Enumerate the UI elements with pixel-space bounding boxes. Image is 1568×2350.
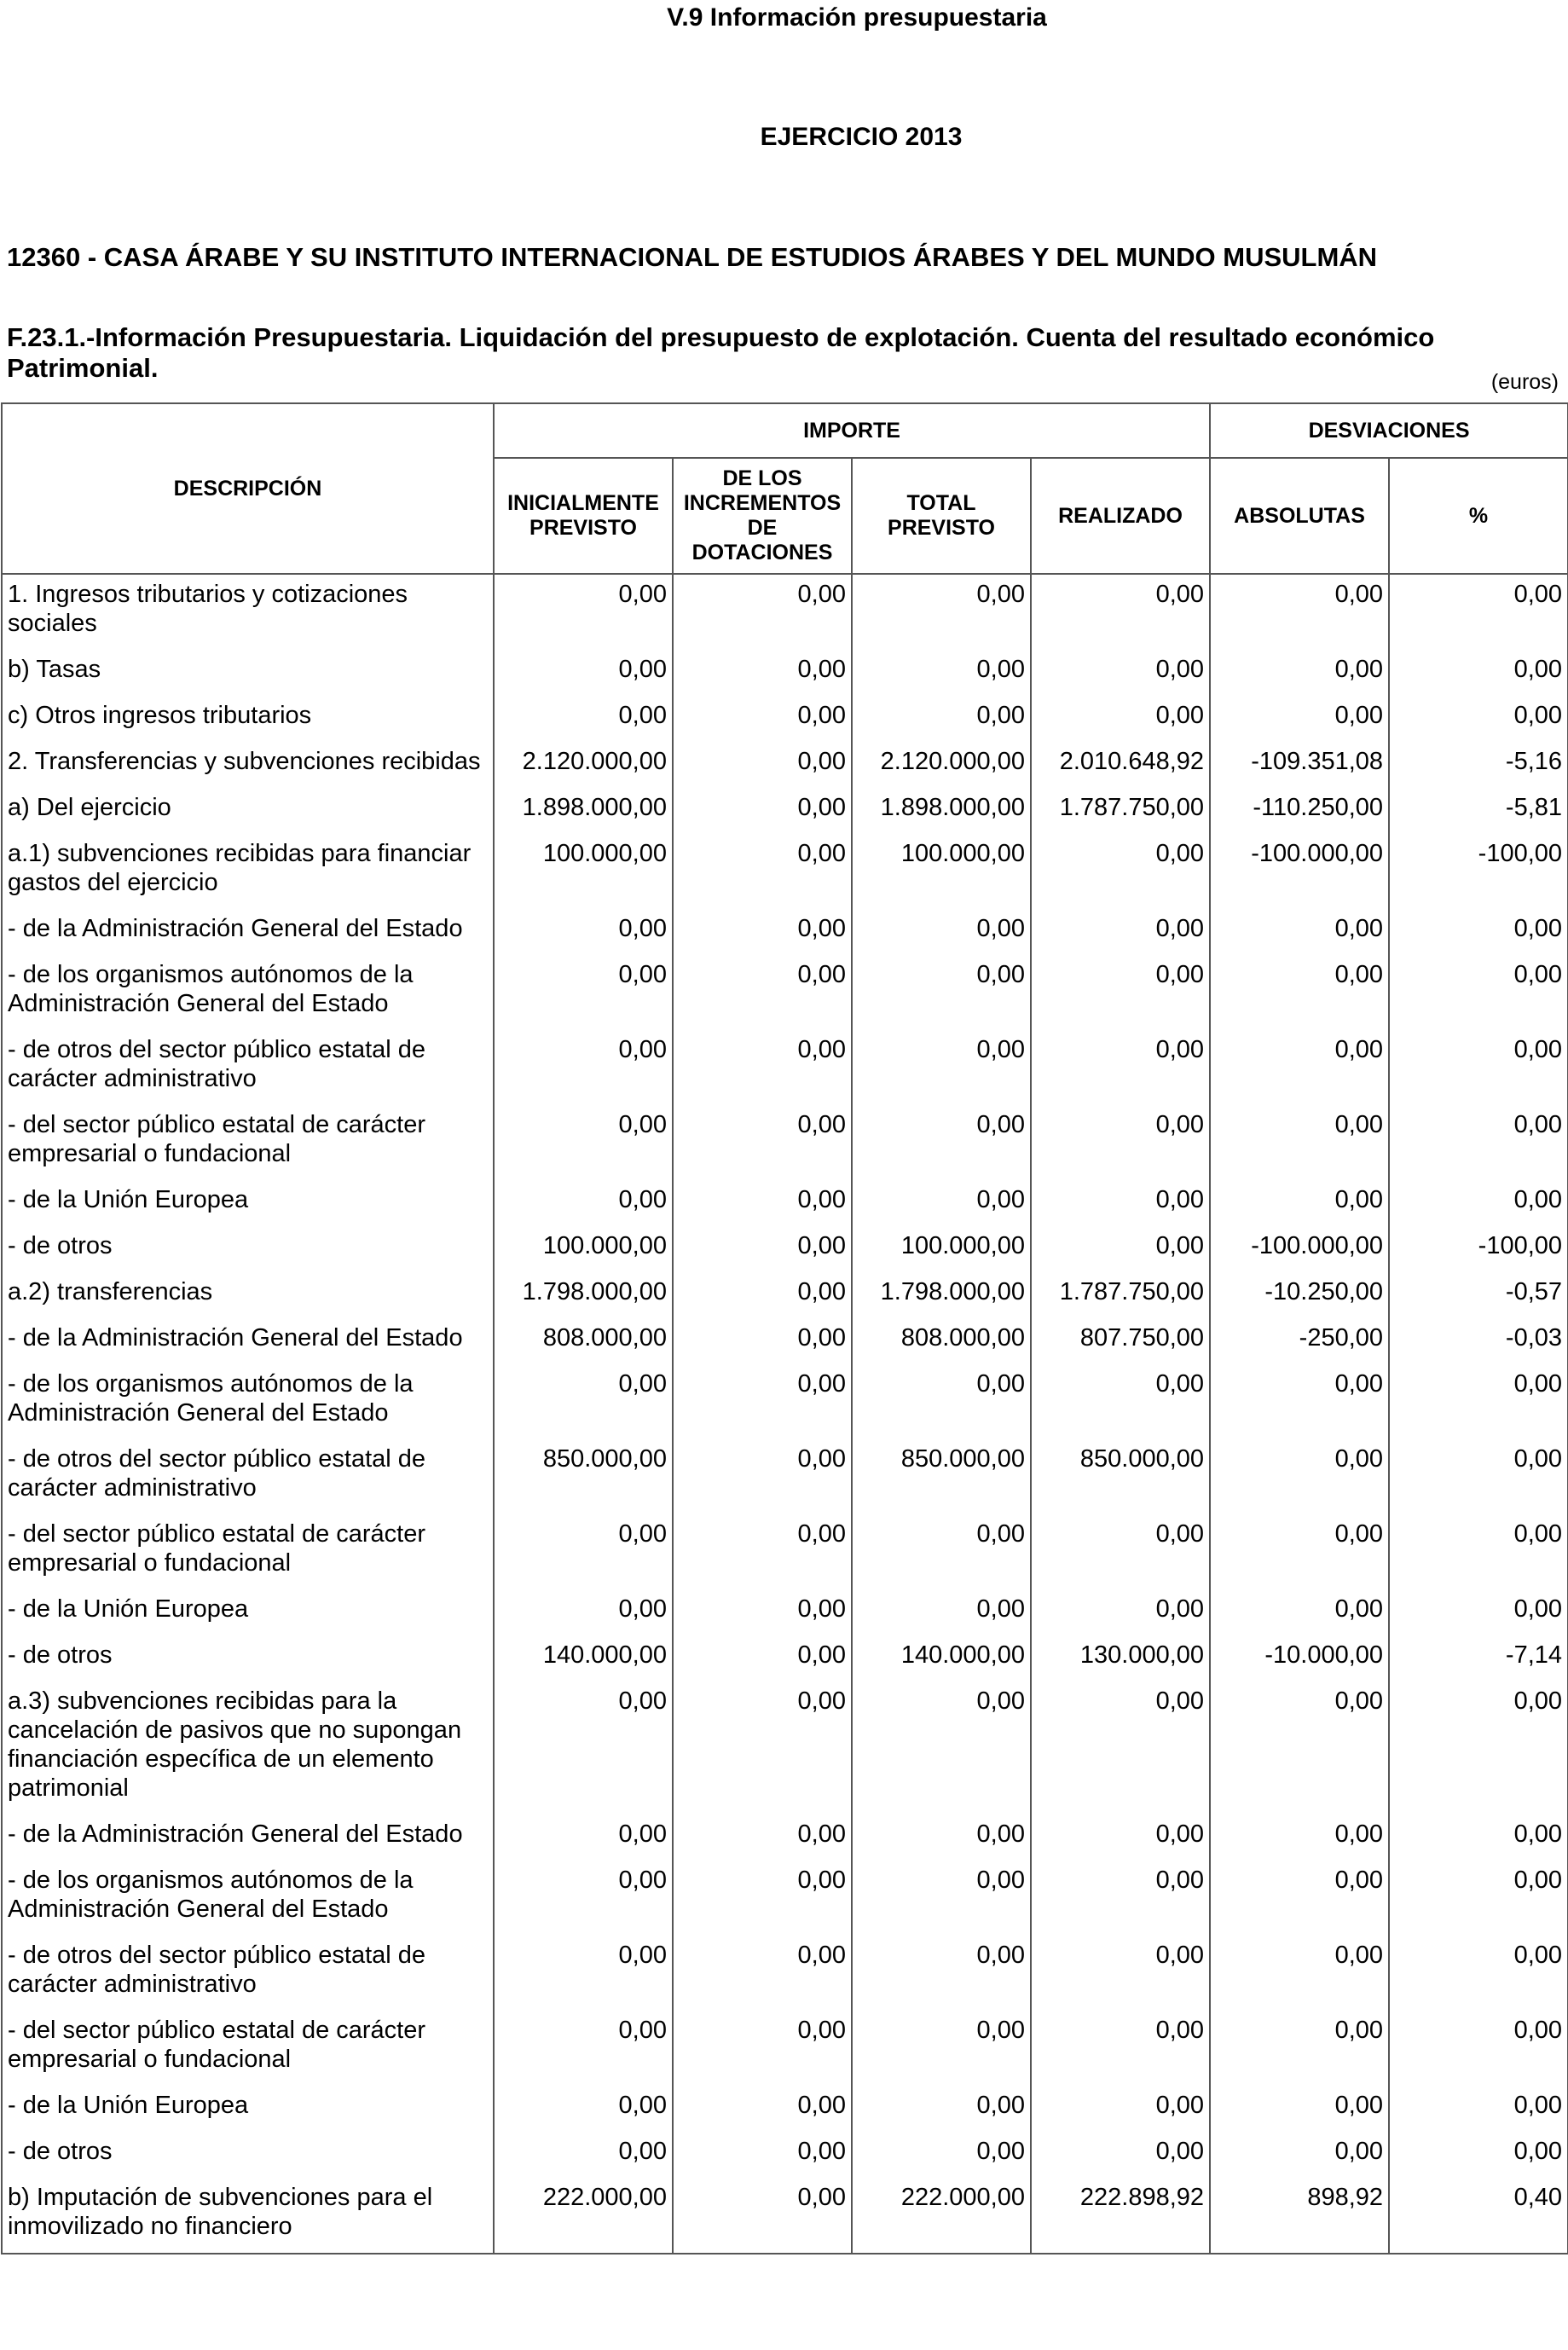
- cell-incrementos-dotaciones: 0,00: [673, 1364, 852, 1439]
- cell-inicialmente-previsto: 0,00: [494, 1936, 673, 2011]
- cell-realizado: 850.000,00: [1031, 1439, 1210, 1514]
- cell-total-previsto: 0,00: [852, 1030, 1031, 1105]
- cell-realizado: 0,00: [1031, 1105, 1210, 1180]
- cell-absolutas: 0,00: [1210, 1514, 1389, 1589]
- cell-percent: 0,40: [1389, 2178, 1568, 2254]
- cell-absolutas: -110.250,00: [1210, 788, 1389, 834]
- cell-percent: 0,00: [1389, 650, 1568, 696]
- cell-total-previsto: 0,00: [852, 650, 1031, 696]
- cell-inicialmente-previsto: 0,00: [494, 1681, 673, 1815]
- cell-realizado: 0,00: [1031, 1589, 1210, 1635]
- cell-realizado: 0,00: [1031, 650, 1210, 696]
- cell-inicialmente-previsto: 0,00: [494, 1815, 673, 1861]
- cell-incrementos-dotaciones: 0,00: [673, 788, 852, 834]
- header-absolutas: ABSOLUTAS: [1210, 458, 1389, 574]
- cell-absolutas: 0,00: [1210, 1589, 1389, 1635]
- cell-incrementos-dotaciones: 0,00: [673, 1861, 852, 1936]
- table-row: [2, 574, 1568, 650]
- table-body: [2, 574, 1568, 2254]
- table-row: [2, 1635, 1568, 1681]
- cell-inicialmente-previsto: 0,00: [494, 2011, 673, 2086]
- cell-percent: 0,00: [1389, 2011, 1568, 2086]
- table-row: [2, 1272, 1568, 1318]
- row-description: - de otros: [2, 2132, 494, 2178]
- cell-total-previsto: 0,00: [852, 1936, 1031, 2011]
- row-description: 1. Ingresos tributarios y cotizaciones sociales: [2, 574, 494, 650]
- table-row: [2, 1514, 1568, 1589]
- row-description: - de los organismos autónomos de la Administración General del Estado: [2, 1364, 494, 1439]
- table-row: [2, 1815, 1568, 1861]
- cell-realizado: 0,00: [1031, 1030, 1210, 1105]
- cell-absolutas: 0,00: [1210, 2086, 1389, 2132]
- cell-incrementos-dotaciones: 0,00: [673, 1105, 852, 1180]
- cell-incrementos-dotaciones: 0,00: [673, 955, 852, 1030]
- cell-percent: 0,00: [1389, 2132, 1568, 2178]
- header-realizado: REALIZADO: [1031, 458, 1210, 574]
- cell-realizado: 130.000,00: [1031, 1635, 1210, 1681]
- cell-realizado: 0,00: [1031, 834, 1210, 909]
- row-description: - de la Unión Europea: [2, 1180, 494, 1226]
- cell-inicialmente-previsto: 0,00: [494, 1861, 673, 1936]
- table-row: [2, 1681, 1568, 1815]
- cell-total-previsto: 0,00: [852, 1105, 1031, 1180]
- cell-incrementos-dotaciones: 0,00: [673, 1589, 852, 1635]
- cell-incrementos-dotaciones: 0,00: [673, 1272, 852, 1318]
- table-row: [2, 788, 1568, 834]
- report-title: F.23.1.-Información Presupuestaria. Liquidación del presupuesto de explotación. Cuenta del resultado económico Patrimonial.: [7, 322, 1435, 383]
- cell-percent: 0,00: [1389, 1936, 1568, 2011]
- cell-total-previsto: 0,00: [852, 1861, 1031, 1936]
- cell-total-previsto: 0,00: [852, 1589, 1031, 1635]
- row-description: - de otros del sector público estatal de carácter administrativo: [2, 1439, 494, 1514]
- cell-realizado: 0,00: [1031, 955, 1210, 1030]
- cell-realizado: 0,00: [1031, 1364, 1210, 1439]
- cell-percent: 0,00: [1389, 574, 1568, 650]
- cell-absolutas: 0,00: [1210, 1439, 1389, 1514]
- cell-absolutas: -109.351,08: [1210, 742, 1389, 788]
- row-description: - de la Administración General del Estado: [2, 909, 494, 955]
- cell-incrementos-dotaciones: 0,00: [673, 1681, 852, 1815]
- cell-inicialmente-previsto: 0,00: [494, 696, 673, 742]
- cell-inicialmente-previsto: 0,00: [494, 1105, 673, 1180]
- cell-percent: -100,00: [1389, 834, 1568, 909]
- cell-percent: -5,81: [1389, 788, 1568, 834]
- row-description: - de otros: [2, 1635, 494, 1681]
- cell-realizado: 0,00: [1031, 1180, 1210, 1226]
- currency-unit: (euros): [1490, 370, 1559, 394]
- cell-incrementos-dotaciones: 0,00: [673, 1226, 852, 1272]
- cell-percent: -0,03: [1389, 1318, 1568, 1364]
- cell-realizado: 0,00: [1031, 1681, 1210, 1815]
- cell-inicialmente-previsto: 100.000,00: [494, 834, 673, 909]
- cell-percent: 0,00: [1389, 1815, 1568, 1861]
- row-description: 2. Transferencias y subvenciones recibidas: [2, 742, 494, 788]
- cell-percent: 0,00: [1389, 1364, 1568, 1439]
- cell-total-previsto: 0,00: [852, 1815, 1031, 1861]
- cell-percent: 0,00: [1389, 1439, 1568, 1514]
- cell-total-previsto: 0,00: [852, 574, 1031, 650]
- cell-absolutas: -100.000,00: [1210, 1226, 1389, 1272]
- cell-absolutas: -10.250,00: [1210, 1272, 1389, 1318]
- cell-absolutas: 0,00: [1210, 909, 1389, 955]
- cell-inicialmente-previsto: 0,00: [494, 1030, 673, 1105]
- cell-incrementos-dotaciones: 0,00: [673, 574, 852, 650]
- table-row: [2, 834, 1568, 909]
- cell-percent: -7,14: [1389, 1635, 1568, 1681]
- cell-inicialmente-previsto: 0,00: [494, 2086, 673, 2132]
- cell-percent: -5,16: [1389, 742, 1568, 788]
- row-description: - de la Unión Europea: [2, 2086, 494, 2132]
- cell-incrementos-dotaciones: 0,00: [673, 2011, 852, 2086]
- cell-inicialmente-previsto: 850.000,00: [494, 1439, 673, 1514]
- header-incrementos-dotaciones: DE LOS INCREMENTOS DE DOTACIONES: [673, 458, 852, 574]
- exercise-year: EJERCICIO 2013: [760, 123, 963, 151]
- row-description: - de los organismos autónomos de la Administración General del Estado: [2, 955, 494, 1030]
- cell-percent: 0,00: [1389, 1681, 1568, 1815]
- cell-inicialmente-previsto: 222.000,00: [494, 2178, 673, 2254]
- cell-inicialmente-previsto: 0,00: [494, 650, 673, 696]
- cell-total-previsto: 2.120.000,00: [852, 742, 1031, 788]
- cell-percent: -100,00: [1389, 1226, 1568, 1272]
- cell-inicialmente-previsto: 0,00: [494, 909, 673, 955]
- cell-absolutas: 0,00: [1210, 1180, 1389, 1226]
- cell-realizado: 0,00: [1031, 2132, 1210, 2178]
- cell-incrementos-dotaciones: 0,00: [673, 2178, 852, 2254]
- table-row: [2, 1030, 1568, 1105]
- cell-inicialmente-previsto: 1.898.000,00: [494, 788, 673, 834]
- cell-percent: -0,57: [1389, 1272, 1568, 1318]
- cell-incrementos-dotaciones: 0,00: [673, 696, 852, 742]
- cell-total-previsto: 0,00: [852, 2132, 1031, 2178]
- row-description: - de la Unión Europea: [2, 1589, 494, 1635]
- cell-inicialmente-previsto: 0,00: [494, 1589, 673, 1635]
- cell-total-previsto: 0,00: [852, 909, 1031, 955]
- cell-incrementos-dotaciones: 0,00: [673, 742, 852, 788]
- row-description: a.1) subvenciones recibidas para financiar gastos del ejercicio: [2, 834, 494, 909]
- cell-total-previsto: 0,00: [852, 1514, 1031, 1589]
- cell-realizado: 0,00: [1031, 2011, 1210, 2086]
- cell-absolutas: 0,00: [1210, 1364, 1389, 1439]
- row-description: b) Imputación de subvenciones para el inmovilizado no financiero: [2, 2178, 494, 2254]
- cell-inicialmente-previsto: 0,00: [494, 1180, 673, 1226]
- cell-total-previsto: 0,00: [852, 1180, 1031, 1226]
- cell-percent: 0,00: [1389, 1861, 1568, 1936]
- cell-percent: 0,00: [1389, 1105, 1568, 1180]
- cell-inicialmente-previsto: 0,00: [494, 1364, 673, 1439]
- row-description: b) Tasas: [2, 650, 494, 696]
- cell-absolutas: 898,92: [1210, 2178, 1389, 2254]
- row-description: - de otros: [2, 1226, 494, 1272]
- header-inicialmente-previsto: INICIALMENTE PREVISTO: [494, 458, 673, 574]
- cell-absolutas: 0,00: [1210, 2011, 1389, 2086]
- cell-realizado: 222.898,92: [1031, 2178, 1210, 2254]
- table-row: [2, 1105, 1568, 1180]
- cell-incrementos-dotaciones: 0,00: [673, 834, 852, 909]
- cell-total-previsto: 0,00: [852, 1364, 1031, 1439]
- row-description: - de los organismos autónomos de la Administración General del Estado: [2, 1861, 494, 1936]
- table-row: [2, 2011, 1568, 2086]
- cell-percent: 0,00: [1389, 1030, 1568, 1105]
- cell-incrementos-dotaciones: 0,00: [673, 1439, 852, 1514]
- cell-inicialmente-previsto: 0,00: [494, 1514, 673, 1589]
- cell-inicialmente-previsto: 0,00: [494, 955, 673, 1030]
- cell-inicialmente-previsto: 1.798.000,00: [494, 1272, 673, 1318]
- cell-incrementos-dotaciones: 0,00: [673, 1030, 852, 1105]
- row-description: - de otros del sector público estatal de carácter administrativo: [2, 1936, 494, 2011]
- cell-absolutas: 0,00: [1210, 650, 1389, 696]
- cell-absolutas: 0,00: [1210, 2132, 1389, 2178]
- cell-percent: 0,00: [1389, 955, 1568, 1030]
- cell-inicialmente-previsto: 2.120.000,00: [494, 742, 673, 788]
- header-desviaciones: DESVIACIONES: [1210, 403, 1568, 458]
- table-row: [2, 696, 1568, 742]
- cell-absolutas: 0,00: [1210, 1105, 1389, 1180]
- row-description: c) Otros ingresos tributarios: [2, 696, 494, 742]
- cell-total-previsto: 1.898.000,00: [852, 788, 1031, 834]
- cell-total-previsto: 100.000,00: [852, 834, 1031, 909]
- cell-incrementos-dotaciones: 0,00: [673, 909, 852, 955]
- row-description: - del sector público estatal de carácter empresarial o fundacional: [2, 1105, 494, 1180]
- cell-incrementos-dotaciones: 0,00: [673, 1318, 852, 1364]
- row-description: a) Del ejercicio: [2, 788, 494, 834]
- header-description: DESCRIPCIÓN: [2, 403, 494, 574]
- table-row: [2, 742, 1568, 788]
- cell-total-previsto: 0,00: [852, 2086, 1031, 2132]
- cell-incrementos-dotaciones: 0,00: [673, 650, 852, 696]
- cell-absolutas: -10.000,00: [1210, 1635, 1389, 1681]
- header-percent: %: [1389, 458, 1568, 574]
- cell-realizado: 0,00: [1031, 696, 1210, 742]
- cell-absolutas: -100.000,00: [1210, 834, 1389, 909]
- cell-absolutas: -250,00: [1210, 1318, 1389, 1364]
- cell-percent: 0,00: [1389, 1514, 1568, 1589]
- row-description: a.3) subvenciones recibidas para la cancelación de pasivos que no supongan financiación específica de un elemento patrimonial: [2, 1681, 494, 1815]
- cell-incrementos-dotaciones: 0,00: [673, 1514, 852, 1589]
- table-row: [2, 1439, 1568, 1514]
- cell-realizado: 0,00: [1031, 1861, 1210, 1936]
- cell-incrementos-dotaciones: 0,00: [673, 1180, 852, 1226]
- cell-total-previsto: 0,00: [852, 696, 1031, 742]
- cell-total-previsto: 808.000,00: [852, 1318, 1031, 1364]
- cell-total-previsto: 0,00: [852, 955, 1031, 1030]
- cell-percent: 0,00: [1389, 696, 1568, 742]
- cell-inicialmente-previsto: 0,00: [494, 574, 673, 650]
- table-row: [2, 1318, 1568, 1364]
- cell-percent: 0,00: [1389, 2086, 1568, 2132]
- table-row: [2, 1589, 1568, 1635]
- table-row: [2, 2132, 1568, 2178]
- section-title: V.9 Información presupuestaria: [667, 3, 1047, 32]
- table-row: [2, 2178, 1568, 2254]
- row-description: - de la Administración General del Estado: [2, 1318, 494, 1364]
- table-row: [2, 2086, 1568, 2132]
- cell-absolutas: 0,00: [1210, 1815, 1389, 1861]
- cell-absolutas: 0,00: [1210, 955, 1389, 1030]
- table-row: [2, 1226, 1568, 1272]
- cell-total-previsto: 140.000,00: [852, 1635, 1031, 1681]
- budget-table: [1, 402, 1568, 2254]
- cell-realizado: 0,00: [1031, 1226, 1210, 1272]
- cell-total-previsto: 222.000,00: [852, 2178, 1031, 2254]
- cell-percent: 0,00: [1389, 1180, 1568, 1226]
- cell-total-previsto: 1.798.000,00: [852, 1272, 1031, 1318]
- cell-incrementos-dotaciones: 0,00: [673, 1815, 852, 1861]
- cell-realizado: 0,00: [1031, 909, 1210, 955]
- cell-inicialmente-previsto: 100.000,00: [494, 1226, 673, 1272]
- cell-total-previsto: 850.000,00: [852, 1439, 1031, 1514]
- cell-realizado: 0,00: [1031, 1936, 1210, 2011]
- cell-realizado: 0,00: [1031, 1514, 1210, 1589]
- table-row: [2, 909, 1568, 955]
- cell-total-previsto: 0,00: [852, 2011, 1031, 2086]
- table-row: [2, 650, 1568, 696]
- header-importe: IMPORTE: [494, 403, 1210, 458]
- header-total-previsto: TOTAL PREVISTO: [852, 458, 1031, 574]
- table-row: [2, 955, 1568, 1030]
- cell-realizado: 0,00: [1031, 574, 1210, 650]
- table-row: [2, 1364, 1568, 1439]
- cell-absolutas: 0,00: [1210, 1936, 1389, 2011]
- cell-percent: 0,00: [1389, 1589, 1568, 1635]
- cell-absolutas: 0,00: [1210, 1030, 1389, 1105]
- cell-absolutas: 0,00: [1210, 1681, 1389, 1815]
- cell-absolutas: 0,00: [1210, 574, 1389, 650]
- cell-realizado: 2.010.648,92: [1031, 742, 1210, 788]
- table-row: [2, 1180, 1568, 1226]
- row-description: - de otros del sector público estatal de carácter administrativo: [2, 1030, 494, 1105]
- cell-incrementos-dotaciones: 0,00: [673, 1635, 852, 1681]
- cell-realizado: 1.787.750,00: [1031, 1272, 1210, 1318]
- table-row: [2, 1936, 1568, 2011]
- cell-realizado: 1.787.750,00: [1031, 788, 1210, 834]
- cell-inicialmente-previsto: 0,00: [494, 2132, 673, 2178]
- cell-incrementos-dotaciones: 0,00: [673, 2132, 852, 2178]
- cell-realizado: 807.750,00: [1031, 1318, 1210, 1364]
- cell-realizado: 0,00: [1031, 2086, 1210, 2132]
- cell-absolutas: 0,00: [1210, 1861, 1389, 1936]
- table-row: [2, 1861, 1568, 1936]
- cell-incrementos-dotaciones: 0,00: [673, 1936, 852, 2011]
- cell-absolutas: 0,00: [1210, 696, 1389, 742]
- cell-inicialmente-previsto: 808.000,00: [494, 1318, 673, 1364]
- cell-total-previsto: 0,00: [852, 1681, 1031, 1815]
- cell-inicialmente-previsto: 140.000,00: [494, 1635, 673, 1681]
- row-description: - del sector público estatal de carácter empresarial o fundacional: [2, 1514, 494, 1589]
- cell-incrementos-dotaciones: 0,00: [673, 2086, 852, 2132]
- cell-realizado: 0,00: [1031, 1815, 1210, 1861]
- row-description: - del sector público estatal de carácter empresarial o fundacional: [2, 2011, 494, 2086]
- cell-percent: 0,00: [1389, 909, 1568, 955]
- row-description: - de la Administración General del Estado: [2, 1815, 494, 1861]
- entity-name: 12360 - CASA ÁRABE Y SU INSTITUTO INTERNACIONAL DE ESTUDIOS ÁRABES Y DEL MUNDO MUSULMÁN: [7, 242, 1378, 272]
- row-description: a.2) transferencias: [2, 1272, 494, 1318]
- cell-total-previsto: 100.000,00: [852, 1226, 1031, 1272]
- table-header: [2, 403, 1568, 574]
